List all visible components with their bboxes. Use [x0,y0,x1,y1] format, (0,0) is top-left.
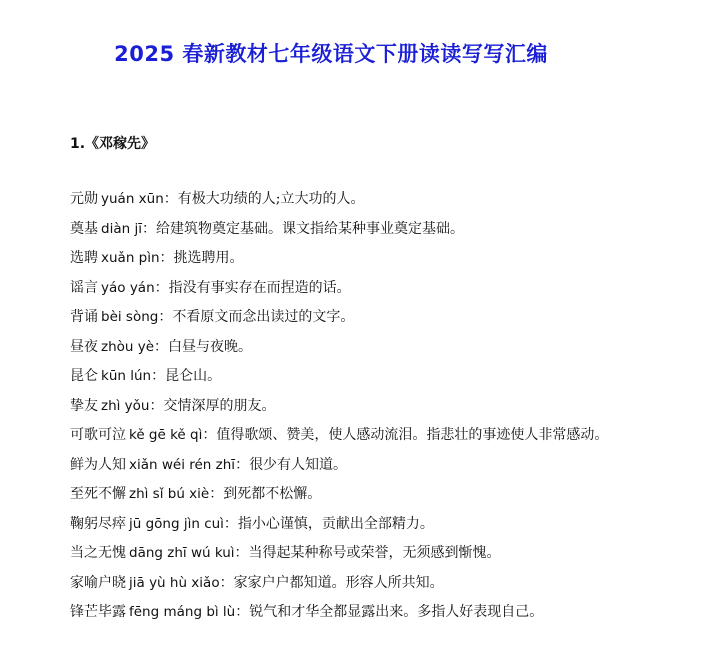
entry-pinyin: yáo yán [101,279,155,296]
entry-word: 当之无愧 [70,545,126,561]
vocabulary-entry [70,215,630,245]
vocabulary-entry [70,421,630,451]
entry-pinyin: zhì yǒu [101,397,150,414]
entry-word: 选聘 [70,250,98,266]
entry-definition: 指小心谨慎，贡献出全部精力。 [237,515,434,532]
entry-pinyin: bèi sòng [101,309,159,325]
entry-colon: ： [235,604,250,620]
entry-word: 背诵 [70,309,98,325]
entry-colon: ： [219,574,234,591]
vocabulary-entry [70,598,630,628]
entry-pinyin: diàn jī [101,220,142,237]
entry-word: 鲜为人知 [70,456,126,473]
entry-colon: ： [223,515,238,532]
vocabulary-entry [70,244,630,274]
vocabulary-list [70,185,630,628]
entry-colon: ： [158,309,173,325]
entry-definition: 指没有事实存在而捏造的话。 [168,279,351,296]
section-heading: 1.《邓稼先》 [70,136,156,152]
vocabulary-entry [70,451,630,481]
vocabulary-entry [70,333,630,363]
entry-pinyin: zhì sǐ bú xiè [129,486,210,502]
entry-pinyin: yuán xūn [101,191,164,207]
entry-colon: ： [234,545,249,561]
entry-definition: 当得起某种称号或荣誉，无须感到惭愧。 [248,545,501,561]
entry-pinyin: xiǎn wéi rén zhī [129,456,236,473]
entry-word: 谣言 [70,279,98,296]
entry-colon: ： [151,368,166,384]
entry-word: 奠基 [70,220,98,237]
vocabulary-entry [70,362,630,392]
entry-colon: ： [159,250,174,266]
entry-definition: 值得歌颂、赞美，使人感动流泪。指悲壮的事迹使人非常感动。 [216,427,609,443]
entry-word: 至死不懈 [70,486,126,502]
entry-pinyin: fēng máng bì lù [129,604,236,620]
entry-definition: 挑选聘用。 [173,250,244,266]
entry-pinyin: xuǎn pìn [101,250,160,266]
entry-definition: 交情深厚的朋友。 [163,397,276,414]
entry-definition: 锐气和才华全都显露出来。多指人好表现自己。 [249,604,544,620]
entry-word: 可歌可泣 [70,427,126,443]
entry-definition: 有极大功绩的人;立大功的人。 [177,191,365,207]
vocabulary-entry [70,274,630,304]
entry-pinyin: kě gē kě qì [129,427,203,443]
entry-word: 元勋 [70,191,98,207]
entry-colon: ： [235,456,250,473]
entry-word: 昼夜 [70,338,98,355]
entry-definition: 给建筑物奠定基础。课文指给某种事业奠定基础。 [155,220,464,237]
entry-pinyin: kūn lún [101,368,152,384]
vocabulary-entry [70,510,630,540]
entry-colon: ： [149,397,164,414]
entry-definition: 家家户户都知道。形容人所共知。 [233,574,444,591]
entry-word: 锋芒毕露 [70,604,126,620]
entry-definition: 到死都不松懈。 [223,486,322,502]
entry-colon: ： [154,338,169,355]
entry-definition: 不看原文而念出读过的文字。 [172,309,355,325]
vocabulary-entry [70,185,630,215]
entry-definition: 白昼与夜晚。 [168,338,253,355]
entry-word: 家喻户晓 [70,574,126,591]
entry-colon: ： [141,220,156,237]
entry-pinyin: jiā yù hù xiǎo [129,574,220,591]
entry-colon: ： [154,279,169,296]
entry-colon: ： [202,427,217,443]
vocabulary-entry [70,392,630,422]
vocabulary-entry [70,569,630,599]
entry-word: 鞠躬尽瘁 [70,515,126,532]
vocabulary-entry [70,539,630,569]
entry-pinyin: jū gōng jìn cuì [129,515,224,532]
document-title: 2025 春新教材七年级语文下册读读写写汇编 [114,42,548,66]
entry-word: 挚友 [70,397,98,414]
vocabulary-entry [70,303,630,333]
entry-definition: 昆仑山。 [165,368,222,384]
entry-definition: 很少有人知道。 [249,456,348,473]
entry-pinyin: dāng zhī wú kuì [129,545,235,561]
vocabulary-entry [70,480,630,510]
entry-pinyin: zhòu yè [101,338,155,355]
entry-colon: ： [209,486,224,502]
entry-word: 昆仑 [70,368,98,384]
entry-colon: ： [163,191,178,207]
